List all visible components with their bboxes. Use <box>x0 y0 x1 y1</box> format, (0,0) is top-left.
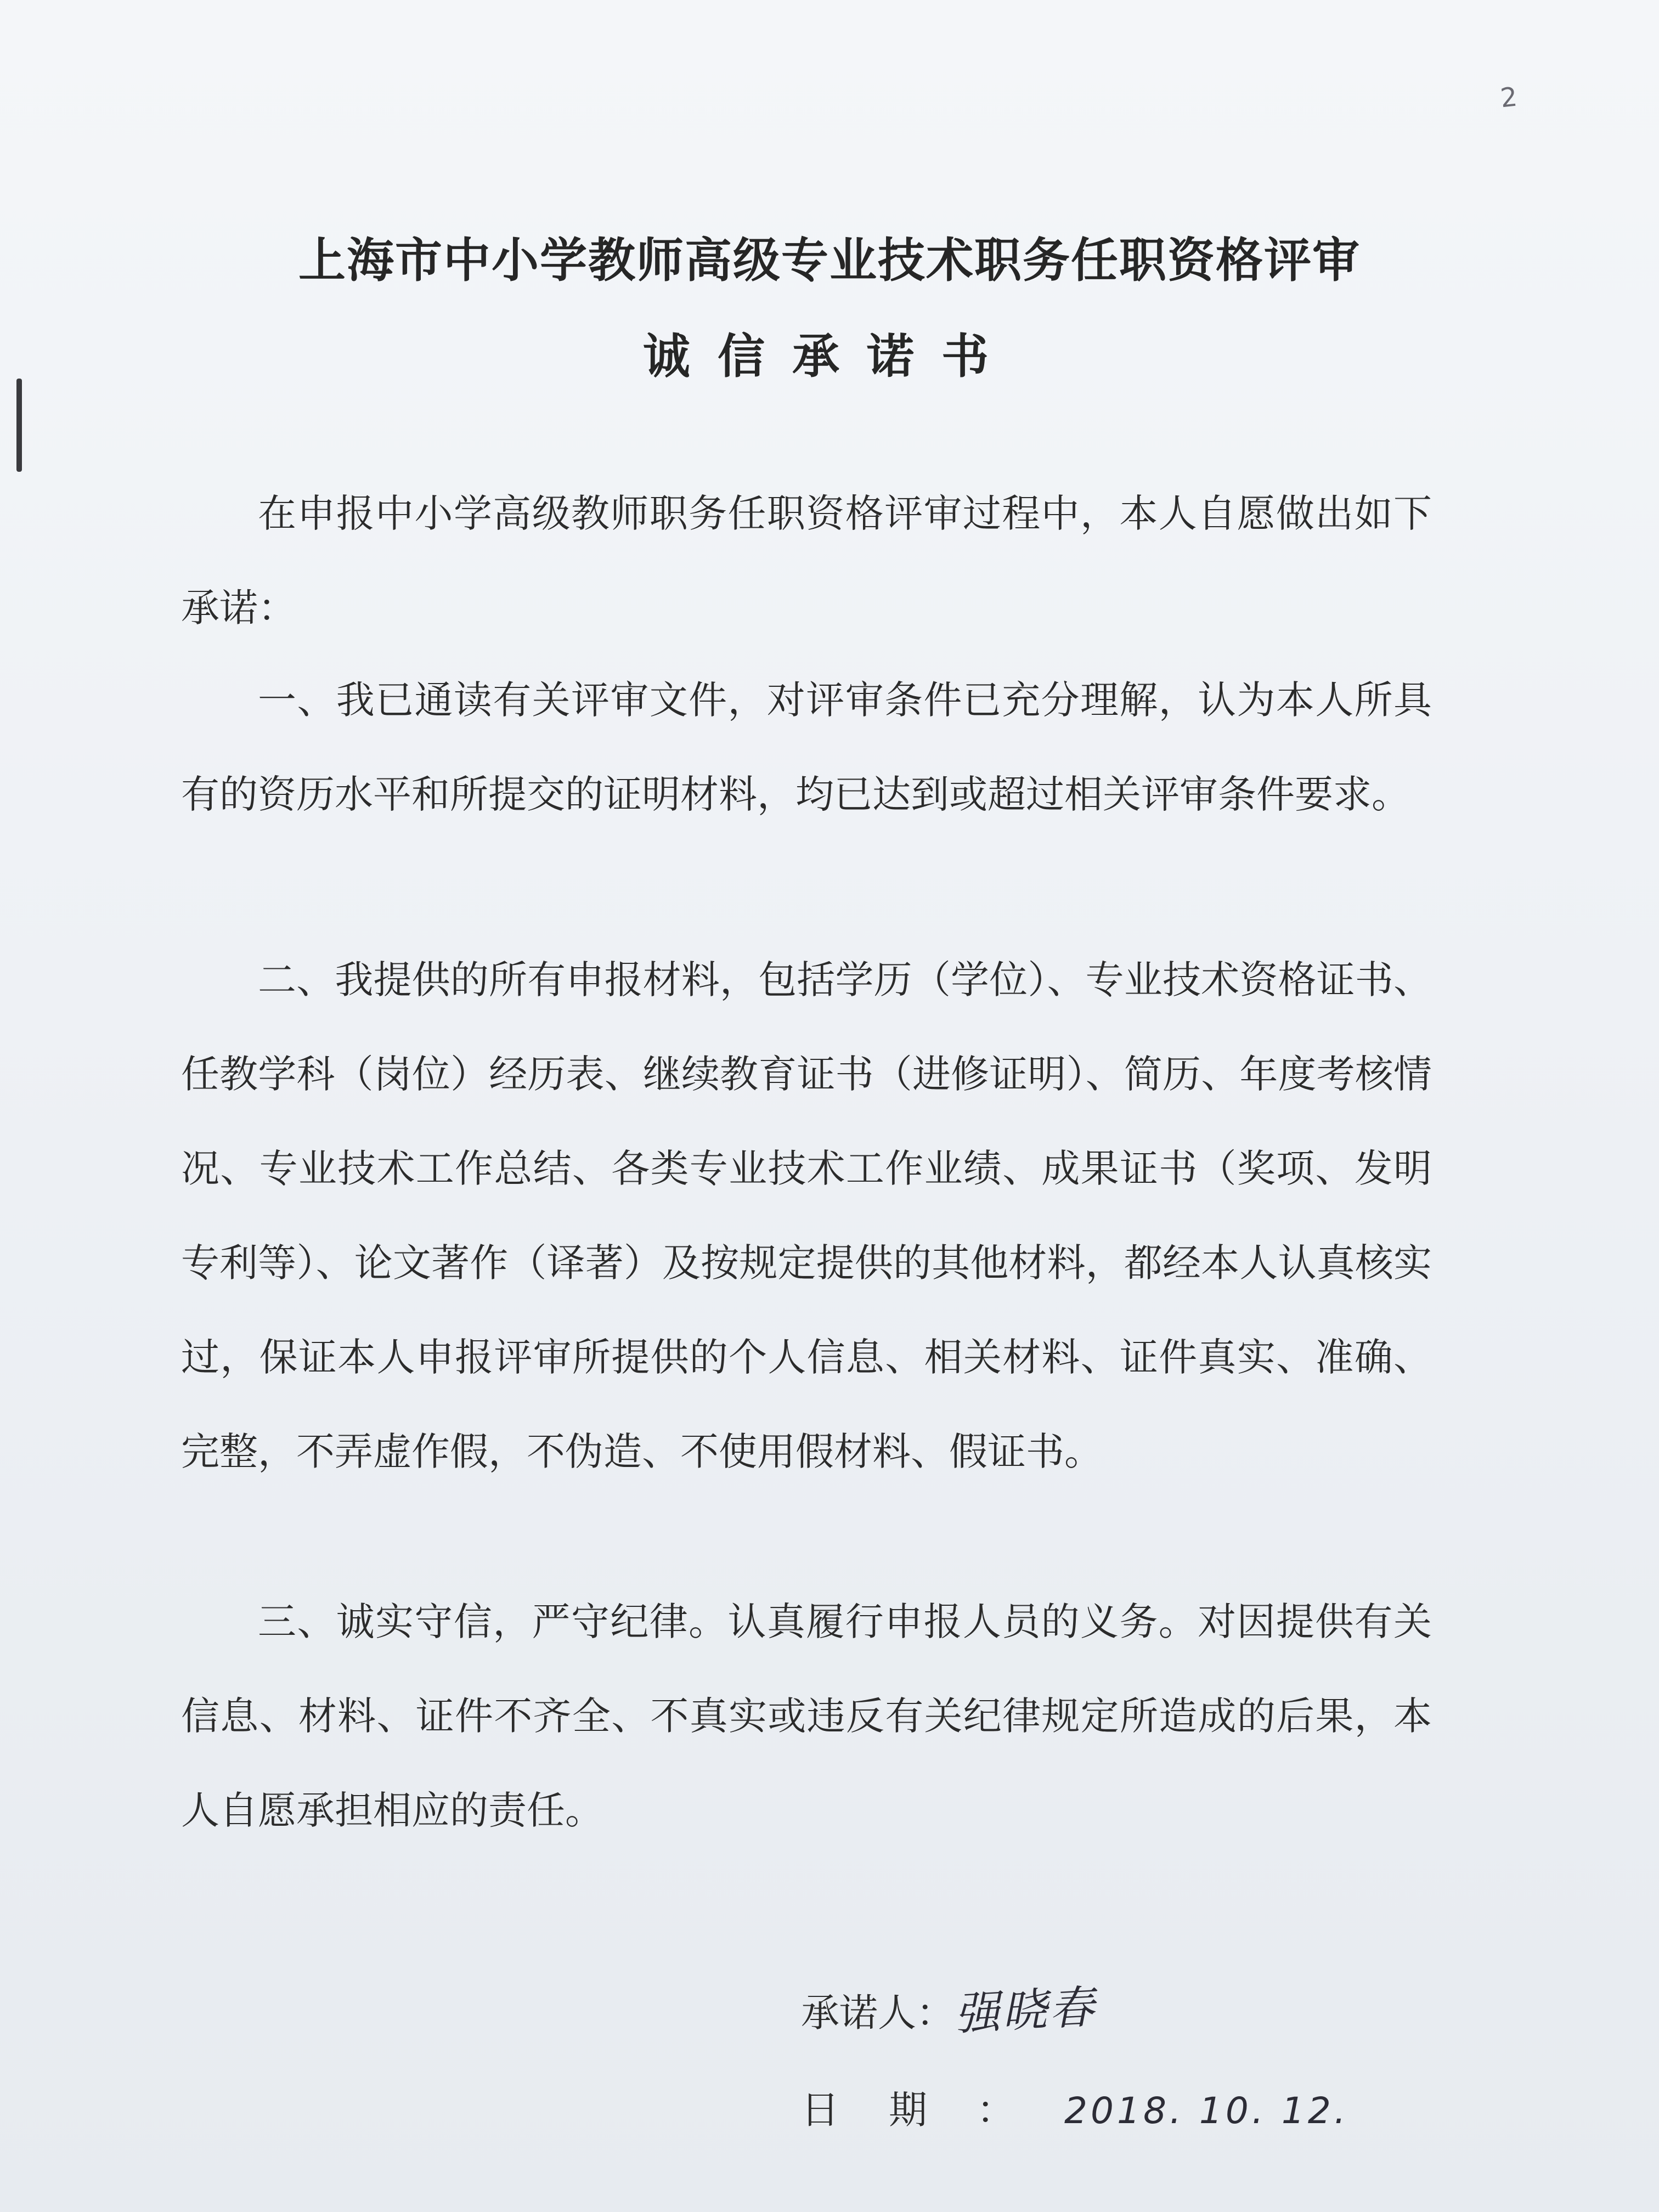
handwritten-date: 2018. 10. 12. <box>1064 2090 1349 2132</box>
document-title: 上海市中小学教师高级专业技术职务任职资格评审 <box>298 233 1361 288</box>
document-subtitle: 诚信承诺书 <box>643 329 1016 384</box>
promisor-signature: 强晓春 <box>953 1981 1098 2041</box>
promisor-label: 承诺人： <box>801 1990 955 2035</box>
date-line <box>801 2079 1349 2135</box>
margin-mark <box>16 379 22 472</box>
date-label: 日期： <box>801 2087 1064 2132</box>
page-number: 2 <box>1499 81 1519 114</box>
intro-paragraph: 在申报中小学高级教师职务任职资格评审过程中，本人自愿做出如下承诺： <box>181 491 1432 630</box>
commitment-item-2: 二、我提供的所有申报材料，包括学历（学位）、专业技术资格证书、任教学科（岗位）经历表、继续教育证书（进修证明）、简历、年度考核情况、专业技术工作总结、各类专业技术工作业绩、成果证书（奖项、发明专利等）、论文著作（译著）及按规定提供的其他材料，都经本人认真核实过，保证本人申报评审所提供的个人信息、相关材料、证件真实、准确、完整，不弄虚作假，不伪造、不使用假材料、假证书。 <box>181 957 1432 1474</box>
commitment-item-1: 一、我已通读有关评审文件，对评审条件已充分理解，认为本人所具有的资历水平和所提交的证明材料，均已达到或超过相关评审条件要求。 <box>181 678 1432 817</box>
promisor-line <box>801 1975 1096 2039</box>
commitment-item-3: 三、诚实守信，严守纪律。认真履行申报人员的义务。对因提供有关信息、材料、证件不齐全、不真实或违反有关纪律规定所造成的后果，本人自愿承担相应的责任。 <box>181 1599 1432 1833</box>
